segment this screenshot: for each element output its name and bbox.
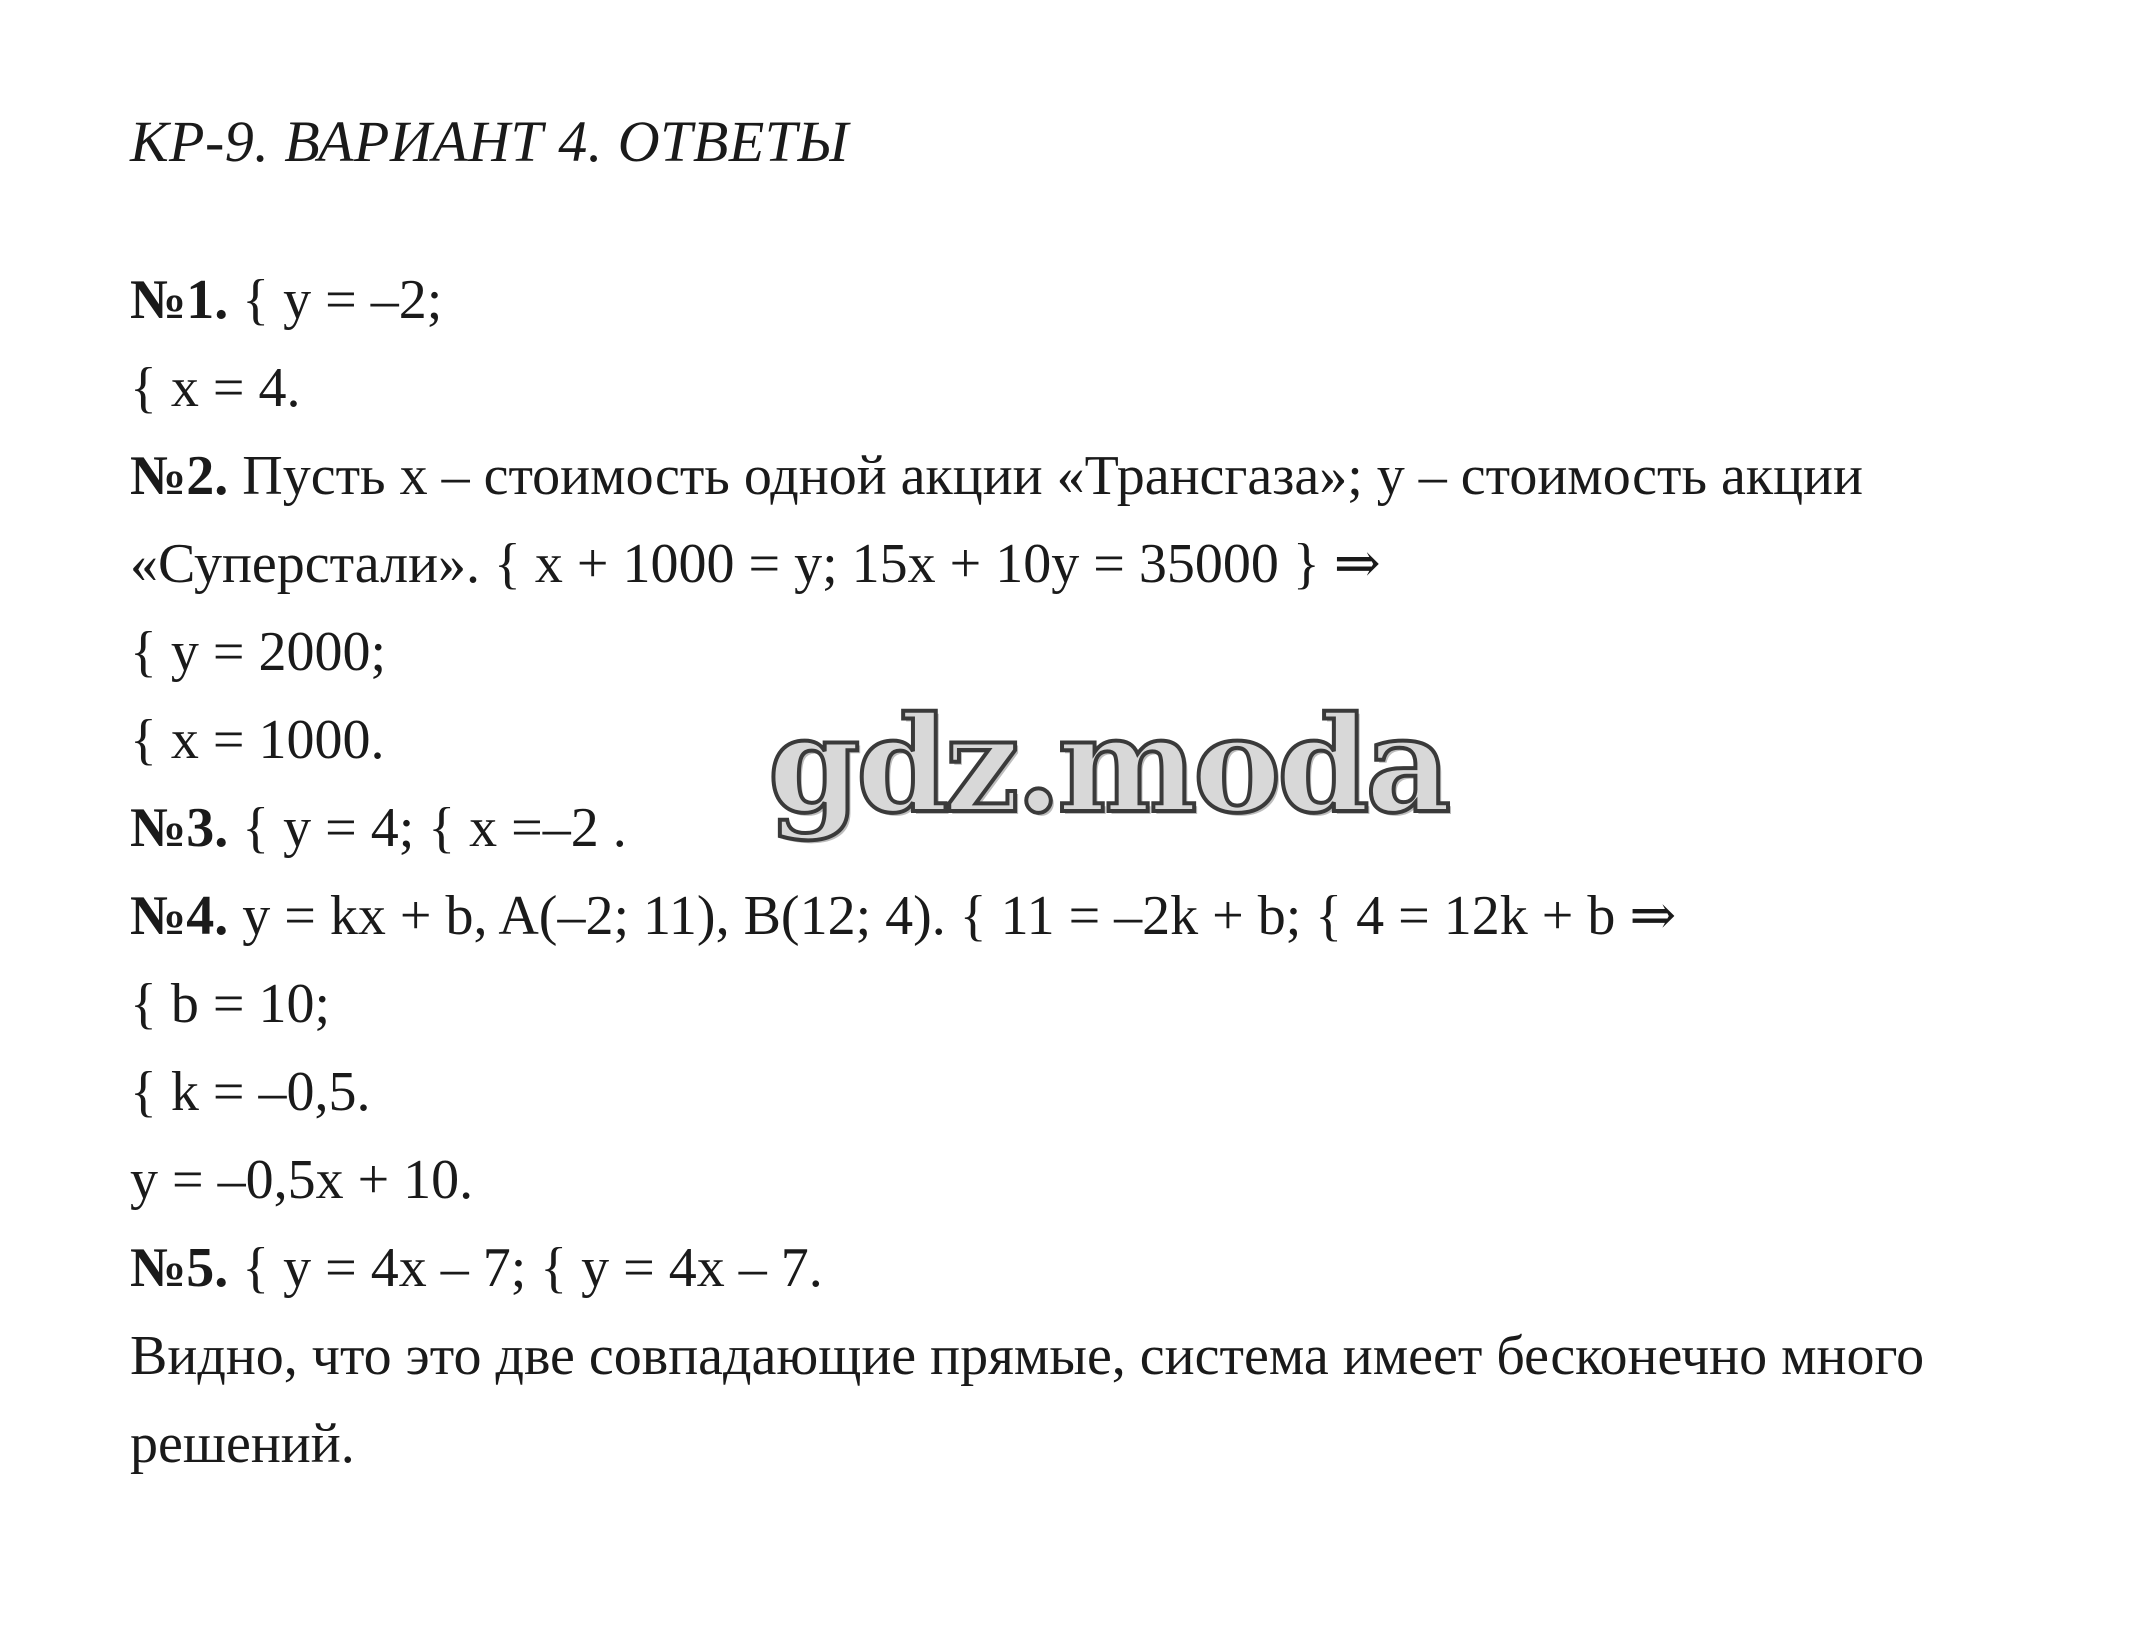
problem-4-line-3: { k = –0,5. [130,1061,371,1123]
problem-4-text-1: y = kx + b, A(–2; 11), B(12; 4). { 11 = –2k + b; { 4 = 12k + b ⇒ [228,885,1677,947]
problem-5-text-1: { y = 4x – 7; { y = 4x – 7. [228,1237,823,1299]
problem-2-line-2: «Суперстали». { x + 1000 = y; 15x + 10y = 35000 } ⇒ [130,533,1381,595]
problem-2-text-1: Пусть x – стоимость одной акции «Трансгаза»; y – стоимость акции [228,445,1863,507]
page-title: КР-9. ВАРИАНТ 4. ОТВЕТЫ [130,109,849,174]
problem-4-line-1 [130,885,1677,947]
problem-3-line-1 [130,797,627,859]
watermark-logo: gdz.moda [768,688,1448,843]
problem-4-line-2: { b = 10; [130,973,331,1035]
problem-2-line-4: { x = 1000. [130,709,385,771]
problem-2-number: №2. [130,445,229,507]
problem-2-line-1 [130,445,1863,507]
problem-1-number: №1. [130,269,229,331]
problem-4-line-4: y = –0,5x + 10. [130,1149,474,1211]
problem-1-line-1 [130,269,443,331]
problem-1-text-1: { y = –2; [228,269,443,331]
problem-5-line-1 [130,1237,823,1299]
problem-5-line-2: Видно, что это две совпадающие прямые, система имеет бесконечно много [130,1325,1925,1387]
problem-1-line-2: { x = 4. [130,357,301,419]
problem-4-number: №4. [130,885,229,947]
problem-2-line-3: { y = 2000; [130,621,387,683]
problem-3-number: №3. [130,797,229,859]
problem-3-text-1: { y = 4; { x =–2 . [228,797,627,859]
problem-5-number: №5. [130,1237,229,1299]
problem-5-line-3: решений. [130,1413,355,1475]
